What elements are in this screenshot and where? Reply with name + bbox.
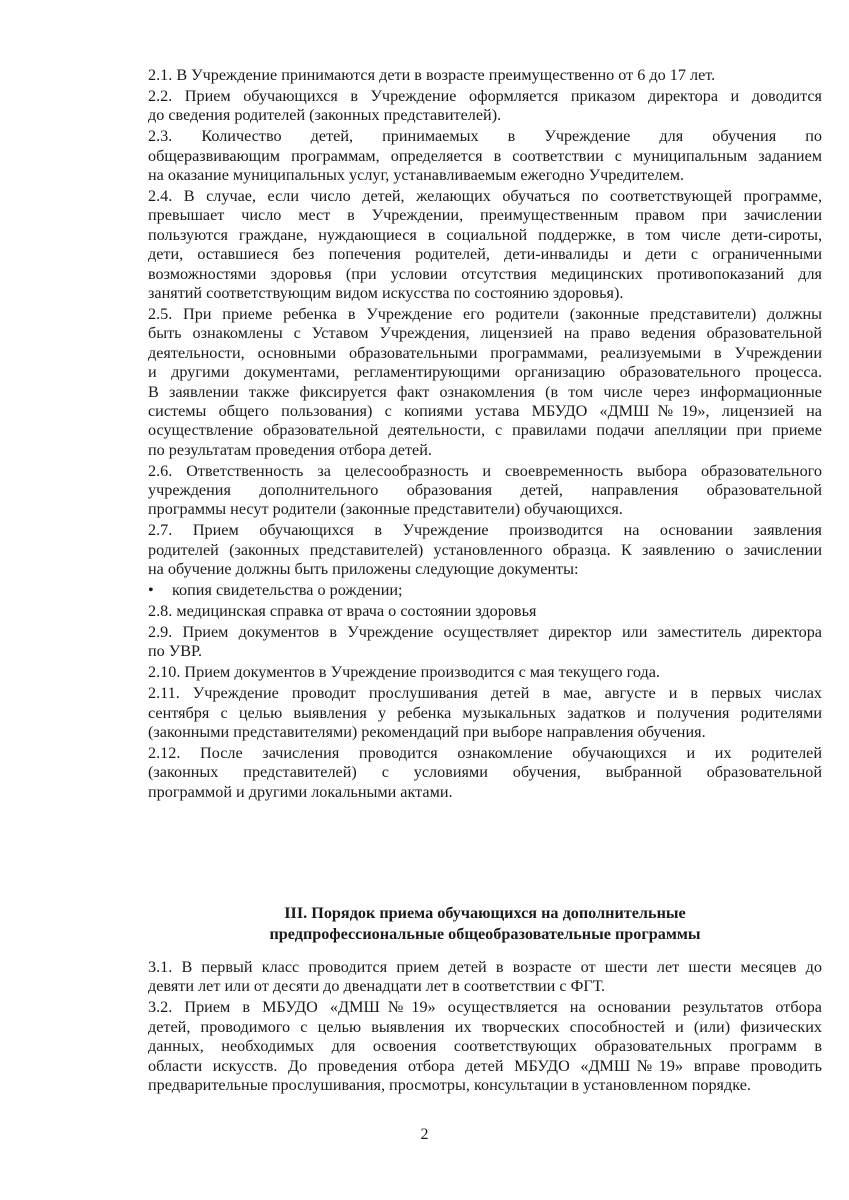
text-line: по результатам проведения отбора детей. [148,440,432,459]
text-line: области искусств. До проведения отбора детей МБУДО «ДМШ№19» вправе проводить [148,1056,822,1075]
paragraph-2-2 [148,87,822,126]
text-line: 2.12. После зачисления проводится ознакомление обучающихся и их родителей [148,743,822,762]
text-line: сентября с целью выявления у ребенка музыкальных задатков и получения родителями [148,703,822,722]
text-line: 3.1. В первый класс проводится прием детей в возрасте от шести лет шести месяцев до [148,958,822,976]
heading-line-1: III. Порядок приема обучающихся на дополнительные [284,904,686,922]
paragraph-3-1 [148,958,822,997]
paragraph-2-9 [148,623,822,662]
paragraph-2-3 [148,127,822,185]
section-3-text [148,958,822,1097]
text-line: 2.7. Прием обучающихся в Учреждение производится на основании заявления [148,521,822,540]
text-line: возможностями здоровья (при условии отсутствия медицинских противопоказаний для [148,264,822,283]
text-line: 2.3. Количество детей, принимаемых в Учреждение для обучения по [148,127,822,146]
text-line: 3.2. Прием в МБУДО «ДМШ№19» осуществляется на основании результатов отбора [148,998,822,1017]
text-line: и другими документами, регламентирующими организацию образовательного процесса. [148,363,822,382]
bullet-text: копия свидетельства о рождении; [172,581,403,600]
text-line: дети, оставшиеся без попечения родителей, дети-инвалиды и дети с ограниченными [148,245,822,264]
paragraph-2-6 [148,462,822,520]
text-line: программой и другими локальными актами. [148,782,453,801]
text-line: учреждения дополнительного образования детей, направления образовательной [148,481,822,500]
paragraph-2-10 [148,663,822,682]
text-line: занятий соответствующим видом искусства по состоянию здоровья). [148,283,624,302]
paragraph-2-8 [148,602,822,621]
paragraph-3-2 [148,998,822,1095]
text-line: 2.9. Прием документов в Учреждение осуществляет директор или заместитель директора [148,622,822,641]
paragraph-2-5 [148,305,822,460]
text-line: данных, необходимых для освоения соответствующих образовательных программ в [148,1037,822,1056]
text-line: 2.6. Ответственность за целесообразность и своевременность выбора образовательного [148,461,822,480]
bullet-list-item [148,581,822,600]
paragraph-2-11 [148,684,822,742]
paragraph-2-12 [148,744,822,802]
paragraph-2-1 [148,66,822,85]
text-line: 2.5. При приеме ребенка в Учреждение его родители (законные представители) должны [148,304,822,323]
text-line: родителей (законных представителей) установленного образца. К заявлению о зачислении [148,540,822,559]
text-line: В заявлении также фиксируется факт ознакомления (в том числе через информационные [148,382,822,401]
text-line: осуществление образовательной деятельности, с правилами подачи апелляции при приеме [148,421,822,440]
text-line: детей, проводимого с целью выявления их творческих способностей и (или) физических [148,1017,822,1036]
text-line: программы несут родители (законные представители) обучающихся. [148,500,623,519]
text-line: пользуются граждане, нуждающиеся в социальной поддержке, в том числе дети-сироты, [148,225,822,244]
heading-line-2: предпрофессиональные общеобразовательные программы [269,925,701,943]
text-line: 2.11. Учреждение проводит прослушивания детей в мае, августе и в первых числах [148,684,822,703]
text-line: 2.4. В случае, если число детей, желающих обучаться по соответствующей программе, [148,186,822,205]
text-line: девяти лет или от десяти до двенадцати лет в соответствии с ФГТ. [148,977,606,996]
paragraph-2-7 [148,521,822,579]
text-line: 2.8. медицинская справка от врача о состоянии здоровья [148,601,537,620]
text-line: (законных представителей) с условиями обучения, выбранной образовательной [148,763,822,782]
section-2-text [148,66,822,804]
text-line: по УВР. [148,642,203,661]
text-line: предварительные прослушивания, просмотры, консультации в установленном порядке. [148,1075,751,1094]
section-3-heading [148,903,822,945]
text-line: быть ознакомлены с Уставом Учреждения, лицензией на право ведения образовательной [148,324,822,343]
text-line: 2.1. В Учреждение принимаются дети в возрасте преимущественно от 6 до 17 лет. [148,66,716,84]
bullet-icon: • [148,581,154,600]
text-line: системы общего пользования) с копиями устава МБУДО «ДМШ№19», лицензией на [148,401,822,420]
text-line: на оказание муниципальных услуг, устанавливаемым ежегодно Учредителем. [148,166,684,185]
text-line: деятельности, основными образовательными программами, реализуемыми в Учреждении [148,343,822,362]
page-number: 2 [420,1126,429,1143]
text-line: превышает число мест в Учреждении, преимущественным правом при зачислении [148,206,822,225]
text-line: общеразвивающим программам, определяется в соответствии с муниципальным заданием [148,146,822,165]
text-line: 2.2. Прием обучающихся в Учреждение оформляется приказом директора и доводится [148,86,822,105]
text-line: (законными представителями) рекомендаций при выборе направления обучения. [148,722,706,741]
text-line: 2.10. Прием документов в Учреждение производится с мая текущего года. [148,663,660,682]
paragraph-2-4 [148,187,822,303]
text-line: на обучение должны быть приложены следующие документы: [148,560,579,579]
text-line: до сведения родителей (законных представителей). [148,106,502,125]
